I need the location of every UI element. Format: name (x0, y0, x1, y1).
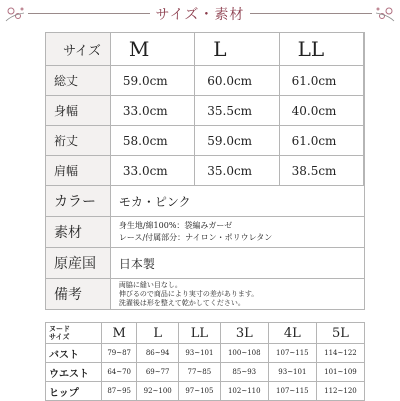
nude-row-label: ウエスト (46, 363, 102, 382)
size-l: L (195, 33, 279, 66)
remarks-value (110, 279, 364, 310)
section-title: サイズ・素材 (155, 7, 245, 23)
nude-value: 87~95 (102, 382, 137, 401)
material-value (110, 217, 364, 248)
floral-ornament-icon (374, 3, 396, 25)
nude-size-label (46, 323, 102, 344)
row-label: 身幅 (46, 96, 111, 126)
nude-size: 3L (220, 323, 268, 344)
material-line: 身生地/綿100%：袋編みガーゼ (118, 221, 233, 230)
measure-value: 35.5cm (195, 96, 279, 126)
size-spec-table (45, 32, 365, 310)
nude-size: LL (179, 323, 221, 344)
color-label: カラー (46, 186, 111, 217)
material-line: レース/付属部分：ナイロン・ポリウレタン (118, 233, 273, 242)
measure-value: 58.0cm (110, 126, 194, 156)
empty-cell (364, 156, 365, 186)
nude-value: 86~94 (137, 344, 179, 363)
nude-size: 4L (268, 323, 316, 344)
measure-row (46, 96, 365, 126)
measure-value: 35.0cm (195, 156, 279, 186)
banner-rule-right (250, 13, 372, 14)
nude-value: 79~87 (102, 344, 137, 363)
size-header-row (46, 33, 365, 66)
measure-value: 33.0cm (110, 156, 194, 186)
nude-value: 85~93 (220, 363, 268, 382)
empty-cell (364, 126, 365, 156)
color-value: モカ・ピンク (110, 186, 364, 217)
nude-label-line: サイズ (49, 332, 70, 341)
empty-cell (364, 96, 365, 126)
remarks-row (46, 279, 365, 310)
material-row (46, 217, 365, 248)
measure-value: 38.5cm (279, 156, 363, 186)
remarks-line: 洗濯後は形を整えて乾かしてください。 (118, 298, 245, 307)
measure-value: 59.0cm (195, 126, 279, 156)
measure-value: 40.0cm (279, 96, 363, 126)
nude-value: 112~120 (316, 382, 364, 401)
nude-row-bust (46, 344, 365, 363)
nude-row-label: バスト (46, 344, 102, 363)
material-label: 素材 (46, 217, 111, 248)
color-row (46, 186, 365, 217)
size-label: サイズ (46, 33, 111, 66)
nude-value: 93~101 (268, 363, 316, 382)
measure-value: 59.0cm (110, 66, 194, 96)
origin-value: 日本製 (110, 248, 364, 279)
nude-value: 69~77 (137, 363, 179, 382)
size-m: M (110, 33, 194, 66)
nude-size: L (137, 323, 179, 344)
size-ll: LL (279, 33, 363, 66)
nude-value: 102~110 (220, 382, 268, 401)
nude-value: 77~85 (179, 363, 221, 382)
origin-row (46, 248, 365, 279)
empty-cell (364, 66, 365, 96)
nude-value: 92~100 (137, 382, 179, 401)
remarks-label: 備考 (46, 279, 111, 310)
remarks-line: 両脇に縫い目なし。 (118, 280, 182, 289)
nude-value: 64~70 (102, 363, 137, 382)
nude-row-waist (46, 363, 365, 382)
nude-value: 100~108 (220, 344, 268, 363)
nude-value: 107~115 (268, 344, 316, 363)
row-label: 裄丈 (46, 126, 111, 156)
measure-value: 61.0cm (279, 66, 363, 96)
nude-value: 107~115 (268, 382, 316, 401)
measure-row (46, 66, 365, 96)
nude-value: 93~101 (179, 344, 221, 363)
remarks-line: 伸びるので商品により実寸の差があります。 (118, 289, 259, 298)
header-banner (0, 0, 400, 28)
row-label: 総丈 (46, 66, 111, 96)
measure-row (46, 126, 365, 156)
origin-label: 原産国 (46, 248, 111, 279)
measure-value: 61.0cm (279, 126, 363, 156)
nude-size-table (45, 322, 365, 401)
nude-size: 5L (316, 323, 364, 344)
nude-value: 114~122 (316, 344, 364, 363)
nude-value: 101~109 (316, 363, 364, 382)
nude-value: 97~105 (179, 382, 221, 401)
nude-label-line: ヌード (49, 324, 70, 333)
measure-value: 33.0cm (110, 96, 194, 126)
nude-row-label: ヒップ (46, 382, 102, 401)
empty-cell (364, 33, 365, 66)
measure-row (46, 156, 365, 186)
nude-header-row (46, 323, 365, 344)
nude-size: M (102, 323, 137, 344)
nude-row-hip (46, 382, 365, 401)
measure-value: 60.0cm (195, 66, 279, 96)
row-label: 肩幅 (46, 156, 111, 186)
